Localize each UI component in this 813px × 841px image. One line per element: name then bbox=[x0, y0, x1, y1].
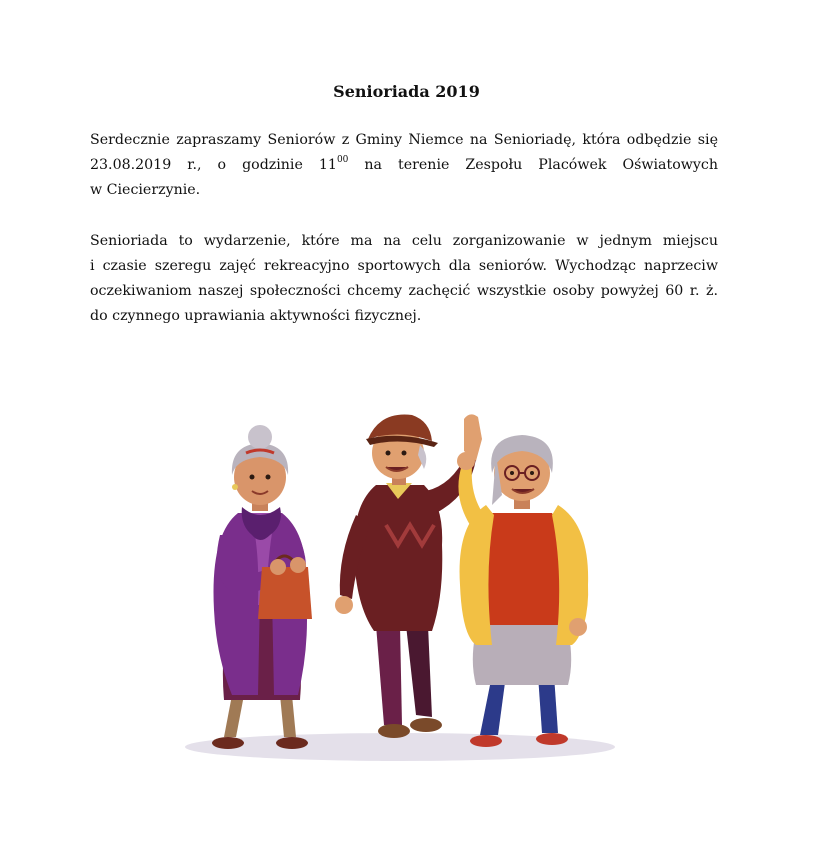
paragraph-line: Senioriada to wydarzenie, które ma na celu zorganizowanie w jednym miejscu bbox=[90, 233, 718, 249]
senior-woman-left bbox=[212, 425, 312, 749]
paragraph-line-date bbox=[90, 153, 718, 178]
senior-woman-right bbox=[457, 435, 588, 747]
text-godzinie: godzinie bbox=[242, 157, 303, 173]
paragraph-line: do czynnego uprawiania aktywności fizycznej. bbox=[90, 308, 422, 324]
event-hour: $11^{00}$ bbox=[318, 155, 349, 173]
paragraph-line: Serdecznie zapraszamy Seniorów z Gminy Niemce na Senioriadę, która odbędzie się bbox=[90, 132, 718, 148]
paragraph-line: w Ciecierzynie. bbox=[90, 182, 201, 198]
event-minutes: 00 bbox=[336, 155, 349, 166]
invitation-paragraph bbox=[90, 128, 718, 203]
event-date: 23.08.2019 bbox=[90, 157, 172, 173]
event-location: na terenie Zespołu Placówek Oświatowych bbox=[364, 157, 718, 173]
page-title: Senioriada 2019 bbox=[333, 82, 480, 101]
seniors-illustration bbox=[180, 395, 620, 770]
paragraph-line: i czasie szeregu zajęć rekreacyjno sportowych dla seniorów. Wychodząc naprzeciw bbox=[90, 258, 718, 274]
text-o: o bbox=[217, 157, 227, 173]
description-paragraph bbox=[90, 229, 718, 329]
text-r: r., bbox=[187, 157, 202, 173]
paragraph-line: oczekiwaniom naszej społeczności chcemy zachęcić wszystkie osoby powyżej 60 r. ż. bbox=[90, 283, 718, 299]
